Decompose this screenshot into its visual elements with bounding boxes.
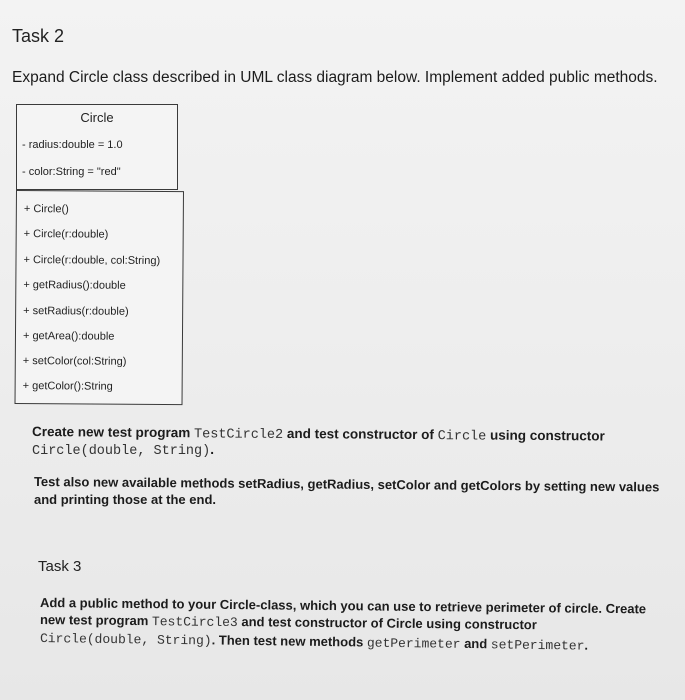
- uml-class-name: Circle: [16, 104, 178, 132]
- code-circle: Circle: [437, 429, 487, 445]
- code-circle-signature: Circle(double, String): [32, 444, 211, 459]
- uml-attribute: - radius:double = 1.0: [22, 139, 123, 151]
- task2-description: Expand Circle class described in UML class diagram below. Implement added public methods.: [12, 69, 658, 86]
- task3-text: . Then test new methods: [211, 632, 368, 650]
- uml-method: + Circle(r:double): [23, 228, 109, 241]
- task2-title: Task 2: [12, 26, 65, 46]
- code-getperimeter: getPerimeter: [366, 635, 461, 652]
- task3-line1: Add a public method to your Circle-class, which you can use to retrieve perimeter of circle. Create: [39, 595, 647, 617]
- uml-method: + Circle(): [23, 203, 69, 216]
- para1-text: and test constructor of: [283, 425, 438, 443]
- para1-text: .: [210, 442, 214, 457]
- uml-method: + getArea():double: [22, 330, 115, 343]
- task3-line2: [40, 612, 537, 633]
- task3-line3: [40, 630, 588, 654]
- uml-method: + getColor():String: [22, 380, 113, 393]
- para1-text: using constructor: [486, 427, 605, 444]
- para2-line2: and printing those at the end.: [34, 492, 216, 507]
- uml-methods-box: [15, 190, 184, 405]
- para1-text: Create new test program: [31, 424, 195, 441]
- task3-text: .: [584, 637, 589, 653]
- task3-text: and: [460, 635, 491, 652]
- uml-method: + getRadius():double: [23, 279, 126, 292]
- code-testcircle2: TestCircle2: [193, 427, 284, 443]
- task3-title: Task 3: [38, 558, 82, 575]
- para1-line2: [32, 442, 214, 459]
- uml-attributes-box: [16, 131, 178, 190]
- para2-line1: Test also new available methods setRadius, getRadius, setColor and getColors by setting new values: [33, 474, 660, 495]
- uml-method: + setRadius(r:double): [23, 305, 129, 318]
- code-setperimeter: setPerimeter: [490, 637, 585, 654]
- task3-text: and test constructor of Circle using constructor: [237, 614, 537, 633]
- task3-text: new test program: [39, 612, 153, 629]
- code-testcircle3: TestCircle3: [151, 614, 238, 631]
- uml-method: + Circle(r:double, col:String): [23, 254, 161, 268]
- uml-method: + setColor(col:String): [22, 355, 127, 368]
- uml-attribute: - color:String = "red": [22, 166, 121, 178]
- code-circle-signature: Circle(double, String): [39, 631, 212, 649]
